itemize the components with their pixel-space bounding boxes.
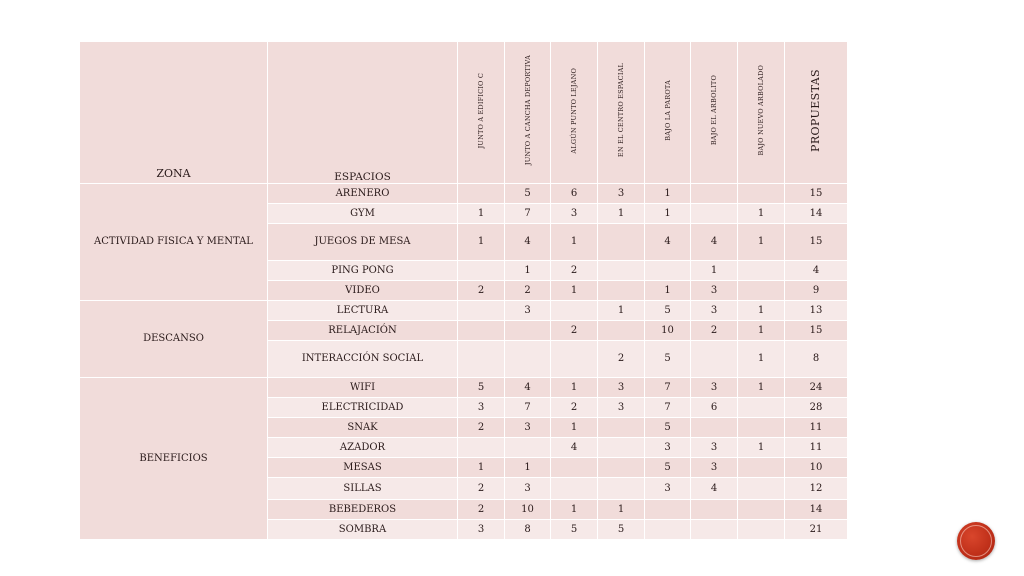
value-cell	[458, 321, 505, 341]
value-cell: 2	[505, 281, 551, 301]
value-cell: 1	[645, 281, 691, 301]
value-cell: 6	[691, 398, 738, 418]
value-cell: 7	[505, 398, 551, 418]
value-cell	[738, 520, 785, 540]
value-cell: 1	[738, 224, 785, 261]
propuestas-cell: 11	[785, 438, 848, 458]
espacio-cell: INTERACCIÓN SOCIAL	[268, 341, 458, 378]
value-cell: 4	[645, 224, 691, 261]
value-cell	[598, 438, 645, 458]
value-cell	[598, 261, 645, 281]
value-cell: 3	[645, 478, 691, 500]
value-cell: 5	[458, 378, 505, 398]
value-cell	[691, 500, 738, 520]
value-cell: 3	[691, 301, 738, 321]
value-cell: 1	[598, 500, 645, 520]
red-circle-logo-icon	[957, 522, 995, 560]
value-cell: 1	[738, 438, 785, 458]
value-cell: 1	[551, 224, 598, 261]
value-cell	[645, 261, 691, 281]
value-cell	[598, 418, 645, 438]
value-cell	[645, 520, 691, 540]
value-cell	[598, 321, 645, 341]
espacio-cell: VIDEO	[268, 281, 458, 301]
value-cell: 3	[691, 281, 738, 301]
espacio-cell: SNAK	[268, 418, 458, 438]
value-cell	[738, 478, 785, 500]
value-cell	[598, 478, 645, 500]
value-cell: 5	[505, 184, 551, 204]
value-cell	[458, 438, 505, 458]
espacio-cell: ELECTRICIDAD	[268, 398, 458, 418]
value-cell	[738, 261, 785, 281]
espacio-cell: MESAS	[268, 458, 458, 478]
propuestas-cell: 11	[785, 418, 848, 438]
propuestas-cell: 15	[785, 321, 848, 341]
column-header: BAJO NUEVO ARBOLADO	[738, 42, 785, 184]
propuestas-cell: 8	[785, 341, 848, 378]
espacio-cell: BEBEDEROS	[268, 500, 458, 520]
zona-cell: ACTIVIDAD FISICA Y MENTAL	[80, 184, 268, 301]
value-cell: 1	[505, 458, 551, 478]
propuestas-cell: 10	[785, 458, 848, 478]
value-cell	[458, 341, 505, 378]
value-cell: 5	[645, 301, 691, 321]
value-cell	[598, 281, 645, 301]
value-cell	[551, 341, 598, 378]
zona-cell: DESCANSO	[80, 301, 268, 378]
table-row	[80, 378, 848, 398]
value-cell: 10	[645, 321, 691, 341]
propuestas-cell: 13	[785, 301, 848, 321]
value-cell: 1	[505, 261, 551, 281]
value-cell	[691, 418, 738, 438]
value-cell: 3	[458, 520, 505, 540]
value-cell	[505, 321, 551, 341]
espacio-cell: ARENERO	[268, 184, 458, 204]
value-cell: 7	[645, 378, 691, 398]
value-cell: 5	[551, 520, 598, 540]
value-cell	[458, 301, 505, 321]
value-cell: 3	[505, 301, 551, 321]
value-cell: 5	[645, 418, 691, 438]
value-cell: 5	[598, 520, 645, 540]
value-cell: 3	[645, 438, 691, 458]
value-cell: 3	[551, 204, 598, 224]
value-cell: 1	[645, 184, 691, 204]
propuestas-header: PROPUESTAS	[785, 42, 848, 184]
value-cell: 3	[598, 398, 645, 418]
value-cell: 2	[458, 478, 505, 500]
value-cell: 1	[738, 301, 785, 321]
espacio-cell: JUEGOS DE MESA	[268, 224, 458, 261]
value-cell	[691, 341, 738, 378]
value-cell: 4	[505, 224, 551, 261]
value-cell	[551, 478, 598, 500]
value-cell	[738, 281, 785, 301]
zona-cell: BENEFICIOS	[80, 378, 268, 540]
column-header: JUNTO A EDIFICIO C	[458, 42, 505, 184]
value-cell: 7	[505, 204, 551, 224]
value-cell: 1	[458, 224, 505, 261]
value-cell: 2	[458, 281, 505, 301]
value-cell	[691, 204, 738, 224]
value-cell: 3	[598, 378, 645, 398]
value-cell: 5	[645, 458, 691, 478]
propuestas-cell: 4	[785, 261, 848, 281]
value-cell: 2	[551, 261, 598, 281]
value-cell: 2	[551, 398, 598, 418]
espacio-cell: SOMBRA	[268, 520, 458, 540]
value-cell	[738, 418, 785, 438]
value-cell	[598, 224, 645, 261]
propuestas-cell: 24	[785, 378, 848, 398]
value-cell: 4	[691, 478, 738, 500]
value-cell	[505, 341, 551, 378]
value-cell	[598, 458, 645, 478]
survey-table	[79, 41, 848, 540]
value-cell	[458, 261, 505, 281]
column-header: ALGÚN PUNTO LEJANO	[551, 42, 598, 184]
propuestas-cell: 9	[785, 281, 848, 301]
value-cell	[551, 458, 598, 478]
value-cell: 4	[551, 438, 598, 458]
value-cell: 1	[645, 204, 691, 224]
espacio-cell: WIFI	[268, 378, 458, 398]
value-cell: 1	[458, 458, 505, 478]
column-header: BAJO LA PAROTA	[645, 42, 691, 184]
espacio-cell: RELAJACIÓN	[268, 321, 458, 341]
value-cell: 2	[458, 500, 505, 520]
column-header: BAJO EL ARBOLITO	[691, 42, 738, 184]
propuestas-cell: 12	[785, 478, 848, 500]
value-cell	[738, 398, 785, 418]
propuestas-cell: 15	[785, 224, 848, 261]
value-cell	[738, 184, 785, 204]
value-cell: 1	[738, 341, 785, 378]
value-cell: 8	[505, 520, 551, 540]
column-header: JUNTO A CANCHA DEPORTIVA	[505, 42, 551, 184]
value-cell	[691, 184, 738, 204]
value-cell: 1	[458, 204, 505, 224]
header-row	[80, 42, 848, 184]
logo-ring	[960, 525, 992, 557]
value-cell	[691, 520, 738, 540]
espacio-cell: LECTURA	[268, 301, 458, 321]
value-cell: 1	[598, 204, 645, 224]
espacio-cell: GYM	[268, 204, 458, 224]
espacio-cell: PING PONG	[268, 261, 458, 281]
table-row	[80, 184, 848, 204]
value-cell	[738, 500, 785, 520]
value-cell: 3	[598, 184, 645, 204]
value-cell: 5	[645, 341, 691, 378]
value-cell: 2	[551, 321, 598, 341]
table-row	[80, 301, 848, 321]
value-cell: 1	[551, 281, 598, 301]
value-cell: 6	[551, 184, 598, 204]
value-cell: 4	[505, 378, 551, 398]
value-cell	[458, 184, 505, 204]
value-cell	[505, 438, 551, 458]
propuestas-cell: 28	[785, 398, 848, 418]
propuestas-cell: 21	[785, 520, 848, 540]
value-cell: 1	[551, 378, 598, 398]
value-cell	[645, 500, 691, 520]
value-cell: 2	[691, 321, 738, 341]
value-cell: 1	[551, 418, 598, 438]
value-cell: 4	[691, 224, 738, 261]
propuestas-cell: 14	[785, 204, 848, 224]
value-cell: 3	[505, 418, 551, 438]
propuestas-cell: 15	[785, 184, 848, 204]
espacio-cell: AZADOR	[268, 438, 458, 458]
propuestas-cell: 14	[785, 500, 848, 520]
zona-header: ZONA	[80, 42, 268, 184]
value-cell: 10	[505, 500, 551, 520]
value-cell: 2	[598, 341, 645, 378]
table-body	[80, 184, 848, 540]
value-cell: 1	[738, 378, 785, 398]
espacios-header: ESPACIOS	[268, 42, 458, 184]
value-cell: 3	[458, 398, 505, 418]
value-cell: 3	[691, 378, 738, 398]
value-cell: 3	[691, 458, 738, 478]
value-cell: 3	[505, 478, 551, 500]
value-cell: 1	[738, 204, 785, 224]
column-header: EN EL CENTRO ESPACIAL	[598, 42, 645, 184]
value-cell: 1	[738, 321, 785, 341]
value-cell: 1	[691, 261, 738, 281]
value-cell	[738, 458, 785, 478]
value-cell: 3	[691, 438, 738, 458]
espacio-cell: SILLAS	[268, 478, 458, 500]
value-cell: 2	[458, 418, 505, 438]
value-cell	[551, 301, 598, 321]
value-cell: 7	[645, 398, 691, 418]
value-cell: 1	[551, 500, 598, 520]
value-cell: 1	[598, 301, 645, 321]
